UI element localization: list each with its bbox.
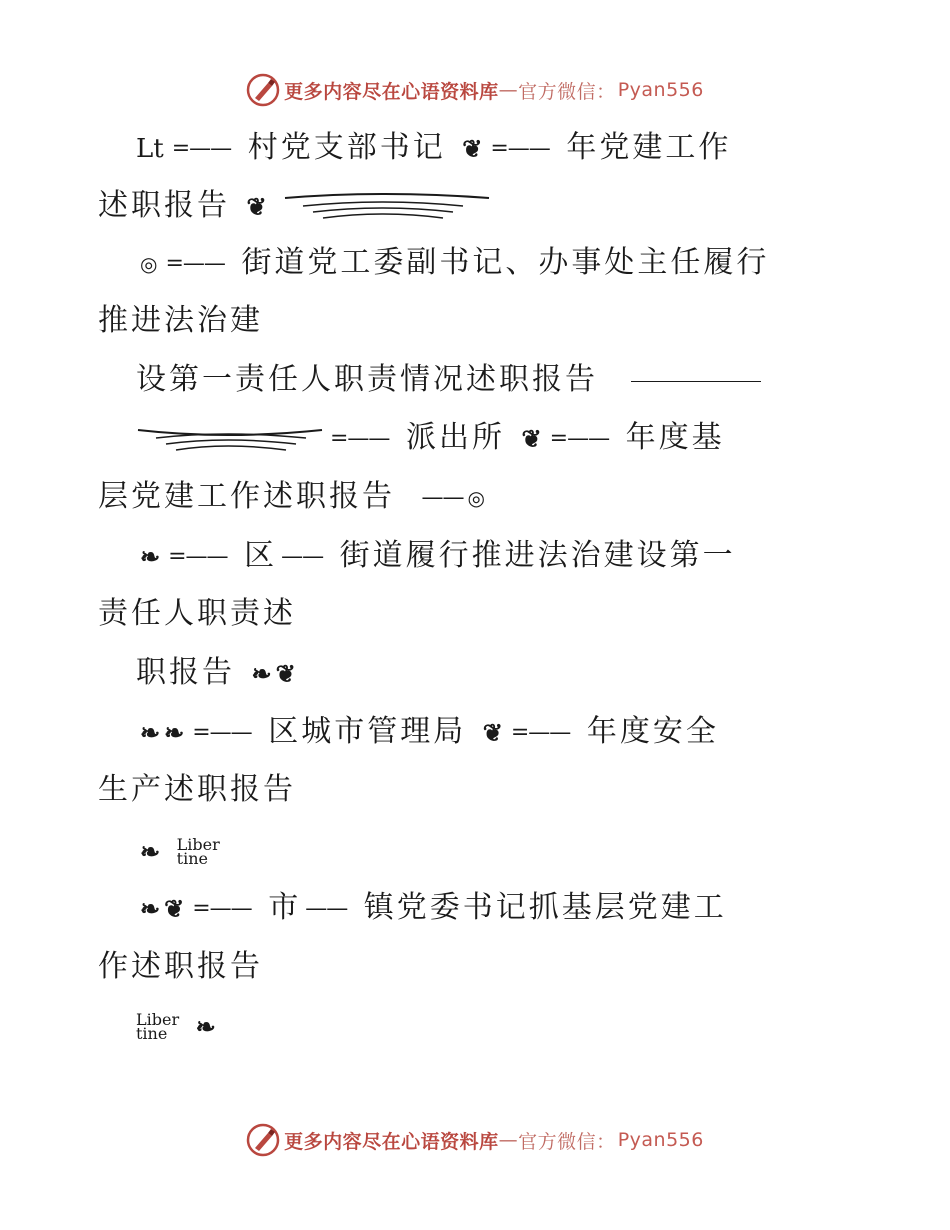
banner-brand-text: 更多内容尽在心语资料库 [284, 80, 499, 103]
wave-ornament-icon [136, 424, 326, 454]
banner-separator: — [498, 79, 519, 101]
pen-logo-icon [246, 73, 280, 107]
liber-top: Liber [176, 835, 220, 854]
doc-text: 村党支部书记 [247, 130, 446, 165]
banner-brand-text: 更多内容尽在心语资料库 [284, 1130, 499, 1153]
doc-text: 镇党委书记抓基层党建工 [363, 890, 727, 925]
dash-glyph: =—— [330, 426, 390, 451]
doc-text: 推进法治建 [98, 303, 263, 338]
horizontal-rule [631, 381, 761, 382]
doc-text: 街道履行推进法治建设第一 [339, 538, 736, 573]
dash-glyph: =—— [192, 720, 252, 745]
dash-glyph: —— [421, 485, 464, 510]
fleuron-icon: ❧ [140, 718, 161, 747]
doc-text: 年度安全 [586, 714, 719, 749]
fleuron-icon: ❧ [164, 718, 185, 747]
doc-text: 层党建工作述职报告 [98, 479, 395, 514]
doc-line-10 [136, 653, 300, 693]
fleuron-icon: ❧ [195, 1012, 216, 1041]
wave-ornament-icon [283, 192, 493, 222]
doc-line-3 [136, 243, 769, 283]
doc-line-1 [136, 128, 731, 168]
doc-line-11 [136, 712, 719, 752]
pen-logo-icon [246, 1123, 280, 1157]
dash-glyph: =—— [192, 896, 252, 921]
footer-banner [0, 1120, 950, 1160]
doc-text: 街道党工委副书记、办事处主任履行 [241, 245, 770, 280]
banner-separator: — [498, 1129, 519, 1151]
doc-line-15 [98, 947, 263, 987]
fleuron-icon: ❦ [164, 894, 185, 923]
header-banner [0, 70, 950, 110]
fleuron-icon: ❧ [251, 659, 272, 688]
doc-text: 述职报告 [98, 188, 230, 223]
banner-official-label: 官方微信： [518, 80, 616, 103]
dash-glyph: =—— [490, 136, 550, 161]
doc-text: 区 [244, 538, 278, 573]
dash-glyph: —— [281, 544, 324, 569]
dash-glyph: =—— [549, 426, 610, 451]
dash-glyph: =—— [171, 136, 232, 161]
liber-ligature-glyph [176, 835, 220, 868]
banner-official-label: 官方微信： [518, 1130, 616, 1153]
doc-line-7 [98, 477, 489, 517]
circle-icon: ◎ [140, 252, 158, 276]
banner-wechat-id: Pyan556 [617, 1129, 704, 1151]
fleuron-icon: ❦ [246, 192, 267, 221]
dash-glyph: =—— [510, 720, 571, 745]
doc-line-9 [98, 594, 296, 634]
fleuron-icon: ❦ [482, 718, 503, 747]
doc-line-4 [98, 301, 263, 341]
doc-line-16 [136, 1006, 220, 1046]
fleuron-icon: ❧ [140, 837, 161, 866]
fleuron-icon: ❧ [140, 542, 161, 571]
liber-top: Liber [136, 1010, 180, 1029]
doc-text: 作述职报告 [98, 949, 263, 984]
doc-text: 年党建工作 [566, 130, 732, 165]
doc-line-13 [136, 831, 220, 871]
liber-bottom: tine [136, 1024, 168, 1043]
doc-text: 区城市管理局 [268, 714, 467, 749]
doc-line-14 [136, 888, 727, 928]
banner-wechat-id: Pyan556 [617, 79, 704, 101]
doc-text: 责任人职责述 [98, 596, 296, 631]
fleuron-icon: ❦ [521, 424, 542, 453]
doc-text: 派出所 [405, 420, 505, 455]
ligature-glyph: Lt [136, 134, 164, 164]
liber-ligature-glyph [136, 1010, 180, 1043]
doc-line-6 [136, 418, 725, 458]
dash-glyph: —— [305, 896, 348, 921]
fleuron-icon: ❦ [462, 134, 483, 163]
doc-text: 职报告 [136, 655, 235, 690]
doc-line-2 [98, 186, 493, 226]
dash-glyph: =—— [165, 251, 225, 276]
doc-text: 市 [268, 890, 302, 925]
doc-line-12 [98, 770, 296, 810]
liber-bottom: tine [176, 849, 208, 868]
dash-glyph: =—— [168, 544, 228, 569]
fleuron-icon: ❦ [275, 659, 296, 688]
doc-text: 年度基 [625, 420, 725, 455]
doc-text: 设第一责任人职责情况述职报告 [136, 362, 598, 397]
doc-text: 生产述职报告 [98, 772, 296, 807]
circle-icon: ◎ [467, 486, 485, 510]
doc-line-8 [136, 536, 736, 576]
fleuron-icon: ❧ [140, 894, 161, 923]
doc-line-5 [136, 360, 761, 400]
